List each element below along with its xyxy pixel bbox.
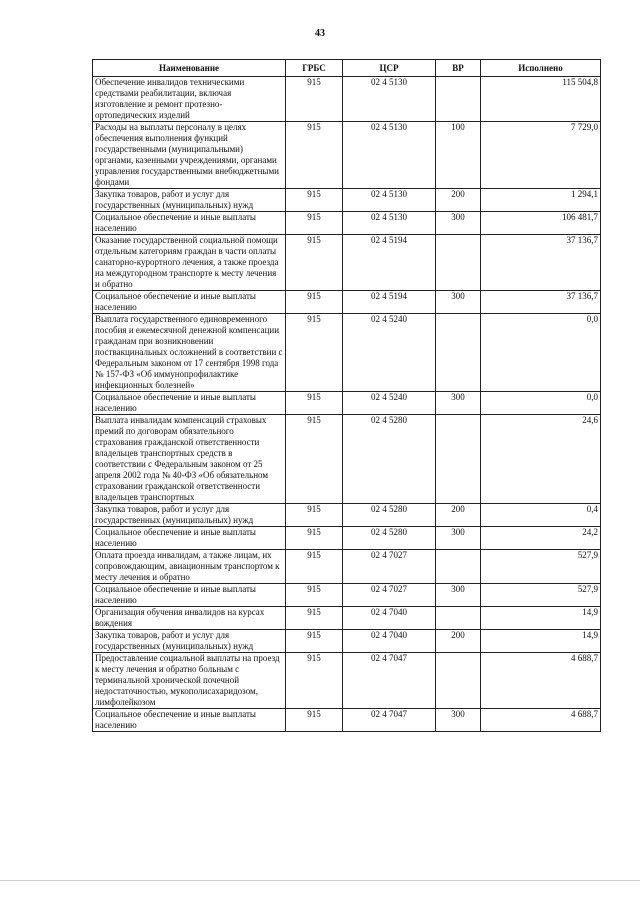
cell-grbs: 915 bbox=[286, 314, 343, 392]
table-row bbox=[93, 189, 601, 212]
cell-vr: 300 bbox=[436, 291, 481, 314]
cell-csr: 02 4 5194 bbox=[343, 235, 436, 291]
table-row bbox=[93, 630, 601, 653]
cell-name: Закупка товаров, работ и услуг для государственных (муниципальных) нужд bbox=[93, 189, 286, 212]
cell-vr bbox=[436, 415, 481, 504]
cell-grbs: 915 bbox=[286, 709, 343, 732]
cell-csr: 02 4 5130 bbox=[343, 189, 436, 212]
cell-grbs: 915 bbox=[286, 291, 343, 314]
cell-vr: 300 bbox=[436, 709, 481, 732]
cell-executed: 527,9 bbox=[481, 584, 601, 607]
cell-grbs: 915 bbox=[286, 77, 343, 122]
cell-grbs: 915 bbox=[286, 235, 343, 291]
cell-vr bbox=[436, 607, 481, 630]
page-bottom-divider bbox=[0, 880, 640, 881]
table-row bbox=[93, 415, 601, 504]
cell-csr: 02 4 5130 bbox=[343, 212, 436, 235]
cell-grbs: 915 bbox=[286, 122, 343, 189]
cell-name: Социальное обеспечение и иные выплаты населению bbox=[93, 584, 286, 607]
cell-grbs: 915 bbox=[286, 189, 343, 212]
cell-name: Социальное обеспечение и иные выплаты населению bbox=[93, 291, 286, 314]
cell-grbs: 915 bbox=[286, 607, 343, 630]
cell-grbs: 915 bbox=[286, 212, 343, 235]
cell-vr: 300 bbox=[436, 527, 481, 550]
cell-grbs: 915 bbox=[286, 630, 343, 653]
cell-vr: 300 bbox=[436, 212, 481, 235]
cell-csr: 02 4 5240 bbox=[343, 392, 436, 415]
table-row bbox=[93, 653, 601, 709]
cell-grbs: 915 bbox=[286, 550, 343, 584]
table-row bbox=[93, 291, 601, 314]
table-row bbox=[93, 212, 601, 235]
cell-grbs: 915 bbox=[286, 392, 343, 415]
cell-executed: 527,9 bbox=[481, 550, 601, 584]
table-row bbox=[93, 77, 601, 122]
cell-vr bbox=[436, 235, 481, 291]
cell-name: Предоставление социальной выплаты на проезд к месту лечения и обратно больным с терминальной хронической почечной недостаточностью, мукополисахаридозом, лимфолейкозом bbox=[93, 653, 286, 709]
cell-grbs: 915 bbox=[286, 415, 343, 504]
cell-executed: 24,2 bbox=[481, 527, 601, 550]
cell-vr: 100 bbox=[436, 122, 481, 189]
cell-vr: 200 bbox=[436, 189, 481, 212]
cell-grbs: 915 bbox=[286, 527, 343, 550]
header-name: Наименование bbox=[93, 60, 286, 77]
cell-vr bbox=[436, 77, 481, 122]
cell-csr: 02 4 5130 bbox=[343, 122, 436, 189]
page-number: 43 bbox=[315, 28, 325, 39]
cell-vr: 200 bbox=[436, 630, 481, 653]
table-row bbox=[93, 527, 601, 550]
cell-vr bbox=[436, 550, 481, 584]
cell-executed: 0,0 bbox=[481, 314, 601, 392]
cell-vr: 300 bbox=[436, 392, 481, 415]
table-row bbox=[93, 584, 601, 607]
table-row bbox=[93, 709, 601, 732]
header-vr: ВР bbox=[436, 60, 481, 77]
cell-executed: 14,9 bbox=[481, 607, 601, 630]
cell-executed: 0,0 bbox=[481, 392, 601, 415]
cell-csr: 02 4 5280 bbox=[343, 527, 436, 550]
cell-executed: 0,4 bbox=[481, 504, 601, 527]
cell-executed: 115 504,8 bbox=[481, 77, 601, 122]
cell-executed: 37 136,7 bbox=[481, 235, 601, 291]
header-executed: Исполнено bbox=[481, 60, 601, 77]
cell-csr: 02 4 5280 bbox=[343, 504, 436, 527]
cell-name: Закупка товаров, работ и услуг для государственных (муниципальных) нужд bbox=[93, 630, 286, 653]
cell-executed: 4 688,7 bbox=[481, 653, 601, 709]
cell-name: Обеспечение инвалидов техническими средствами реабилитации, включая изготовление и ремонт протезно-ортопедических изделий bbox=[93, 77, 286, 122]
table-row bbox=[93, 504, 601, 527]
cell-grbs: 915 bbox=[286, 504, 343, 527]
cell-csr: 02 4 5194 bbox=[343, 291, 436, 314]
cell-vr bbox=[436, 314, 481, 392]
cell-name: Оплата проезда инвалидам, а также лицам, их сопровождающим, авиационным транспортом к месту лечения и обратно bbox=[93, 550, 286, 584]
header-grbs: ГРБС bbox=[286, 60, 343, 77]
cell-name: Оказание государственной социальной помощи отдельным категориям граждан в части оплаты санаторно-курортного лечения, а также проезда на междугородном транспорте к месту лечения и обратно bbox=[93, 235, 286, 291]
cell-executed: 106 481,7 bbox=[481, 212, 601, 235]
table-row bbox=[93, 122, 601, 189]
table-row bbox=[93, 550, 601, 584]
cell-name: Выплата государственного единовременного пособия и ежемесячной денежной компенсации гражданам при возникновении поствакцинальных осложнений в соответствии с Федеральным законом от 17 сентября 1998 года № 157-ФЗ «Об иммунопрофилактике инфекционных болезней» bbox=[93, 314, 286, 392]
budget-execution-table bbox=[92, 59, 601, 732]
cell-csr: 02 4 7027 bbox=[343, 550, 436, 584]
cell-vr bbox=[436, 653, 481, 709]
cell-executed: 7 729,0 bbox=[481, 122, 601, 189]
cell-grbs: 915 bbox=[286, 584, 343, 607]
cell-grbs: 915 bbox=[286, 653, 343, 709]
cell-name: Социальное обеспечение и иные выплаты населению bbox=[93, 392, 286, 415]
cell-name: Социальное обеспечение и иные выплаты населению bbox=[93, 527, 286, 550]
cell-csr: 02 4 5240 bbox=[343, 314, 436, 392]
cell-executed: 1 294,1 bbox=[481, 189, 601, 212]
cell-executed: 4 688,7 bbox=[481, 709, 601, 732]
cell-name: Социальное обеспечение и иные выплаты населению bbox=[93, 212, 286, 235]
table-row bbox=[93, 392, 601, 415]
table-row bbox=[93, 314, 601, 392]
cell-name: Социальное обеспечение и иные выплаты населению bbox=[93, 709, 286, 732]
cell-csr: 02 4 7040 bbox=[343, 630, 436, 653]
cell-csr: 02 4 5280 bbox=[343, 415, 436, 504]
cell-name: Закупка товаров, работ и услуг для государственных (муниципальных) нужд bbox=[93, 504, 286, 527]
cell-csr: 02 4 7040 bbox=[343, 607, 436, 630]
cell-csr: 02 4 7047 bbox=[343, 653, 436, 709]
cell-csr: 02 4 5130 bbox=[343, 77, 436, 122]
cell-csr: 02 4 7047 bbox=[343, 709, 436, 732]
cell-executed: 37 136,7 bbox=[481, 291, 601, 314]
table-row bbox=[93, 607, 601, 630]
table-header-row bbox=[93, 60, 601, 77]
cell-name: Выплата инвалидам компенсаций страховых премий по договорам обязательного страхования гражданской ответственности владельцев транспортных средств в соответствии с Федеральным законом от 25 апреля 2002 года № 40-ФЗ «Об обязательном страховании гражданской ответственности владельцев транспортных bbox=[93, 415, 286, 504]
cell-name: Организация обучения инвалидов на курсах вождения bbox=[93, 607, 286, 630]
cell-name: Расходы на выплаты персоналу в целях обеспечения выполнения функций государственными (муниципальными) органами, казенными учреждениями, органами управления государственными внебюджетными фондами bbox=[93, 122, 286, 189]
table-row bbox=[93, 235, 601, 291]
cell-vr: 200 bbox=[436, 504, 481, 527]
cell-executed: 14,9 bbox=[481, 630, 601, 653]
cell-executed: 24,6 bbox=[481, 415, 601, 504]
cell-csr: 02 4 7027 bbox=[343, 584, 436, 607]
header-csr: ЦСР bbox=[343, 60, 436, 77]
cell-vr: 300 bbox=[436, 584, 481, 607]
